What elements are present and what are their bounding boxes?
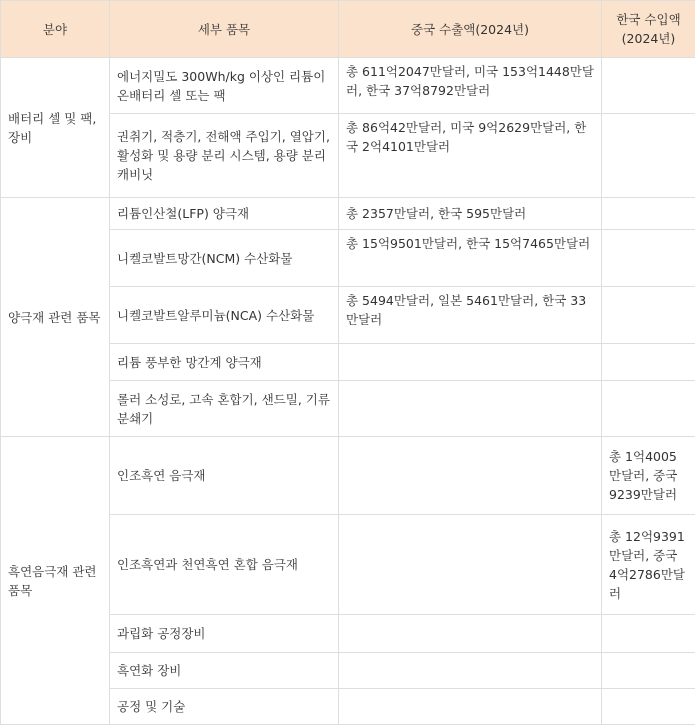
header-item: 세부 품목 bbox=[110, 1, 339, 58]
import-cell bbox=[602, 114, 695, 198]
item-cell: 롤러 소성로, 고속 혼합기, 샌드밀, 기류분쇄기 bbox=[110, 381, 339, 437]
import-cell bbox=[602, 198, 695, 230]
import-cell bbox=[602, 653, 695, 689]
header-korea-import: 한국 수입액 (2024년) bbox=[602, 1, 695, 58]
export-cell: 총 5494만달러, 일본 5461만달러, 한국 33만달러 bbox=[339, 287, 602, 344]
item-cell: 인조흑연과 천연흑연 혼합 음극재 bbox=[110, 515, 339, 615]
export-cell: 총 86억42만달러, 미국 9억2629만달러, 한국 2억4101만달러 bbox=[339, 114, 602, 198]
category-cell: 배터리 셀 및 팩, 장비 bbox=[1, 58, 110, 198]
import-cell bbox=[602, 230, 695, 287]
table-row bbox=[1, 198, 695, 230]
item-cell: 흑연화 장비 bbox=[110, 653, 339, 689]
item-cell: 인조흑연 음극재 bbox=[110, 437, 339, 515]
export-cell bbox=[339, 615, 602, 653]
table-row bbox=[1, 437, 695, 515]
import-cell bbox=[602, 344, 695, 381]
import-cell bbox=[602, 287, 695, 344]
item-cell: 권취기, 적층기, 전해액 주입기, 열압기, 활성화 및 용량 분리 시스템, 용량 분리 캐비닛 bbox=[110, 114, 339, 198]
export-cell bbox=[339, 653, 602, 689]
import-cell bbox=[602, 689, 695, 725]
export-cell bbox=[339, 515, 602, 615]
import-cell bbox=[602, 615, 695, 653]
item-cell: 리튬인산철(LFP) 양극재 bbox=[110, 198, 339, 230]
export-cell bbox=[339, 381, 602, 437]
export-cell bbox=[339, 344, 602, 381]
export-cell bbox=[339, 437, 602, 515]
item-cell: 과립화 공정장비 bbox=[110, 615, 339, 653]
export-cell bbox=[339, 689, 602, 725]
import-cell: 총 12억9391만달러, 중국 4억2786만달러 bbox=[602, 515, 695, 615]
category-cell: 양극재 관련 품목 bbox=[1, 198, 110, 437]
category-cell: 흑연음극재 관련 품목 bbox=[1, 437, 110, 725]
item-cell: 에너지밀도 300Wh/kg 이상인 리튬이온배터리 셀 또는 팩 bbox=[110, 58, 339, 114]
export-cell: 총 611억2047만달러, 미국 153억1448만달러, 한국 37억8792만달러 bbox=[339, 58, 602, 114]
import-cell: 총 1억4005만달러, 중국 9239만달러 bbox=[602, 437, 695, 515]
item-cell: 공정 및 기술 bbox=[110, 689, 339, 725]
header-china-export: 중국 수출액(2024년) bbox=[339, 1, 602, 58]
header-category: 분야 bbox=[1, 1, 110, 58]
import-cell bbox=[602, 381, 695, 437]
table-row bbox=[1, 58, 695, 114]
export-cell: 총 2357만달러, 한국 595만달러 bbox=[339, 198, 602, 230]
table-header-row bbox=[1, 1, 695, 58]
import-cell bbox=[602, 58, 695, 114]
export-cell: 총 15억9501만달러, 한국 15억7465만달러 bbox=[339, 230, 602, 287]
item-cell: 리튬 풍부한 망간계 양극재 bbox=[110, 344, 339, 381]
item-cell: 니켈코발트망간(NCM) 수산화물 bbox=[110, 230, 339, 287]
item-cell: 니켈코발트알루미늄(NCA) 수산화물 bbox=[110, 287, 339, 344]
